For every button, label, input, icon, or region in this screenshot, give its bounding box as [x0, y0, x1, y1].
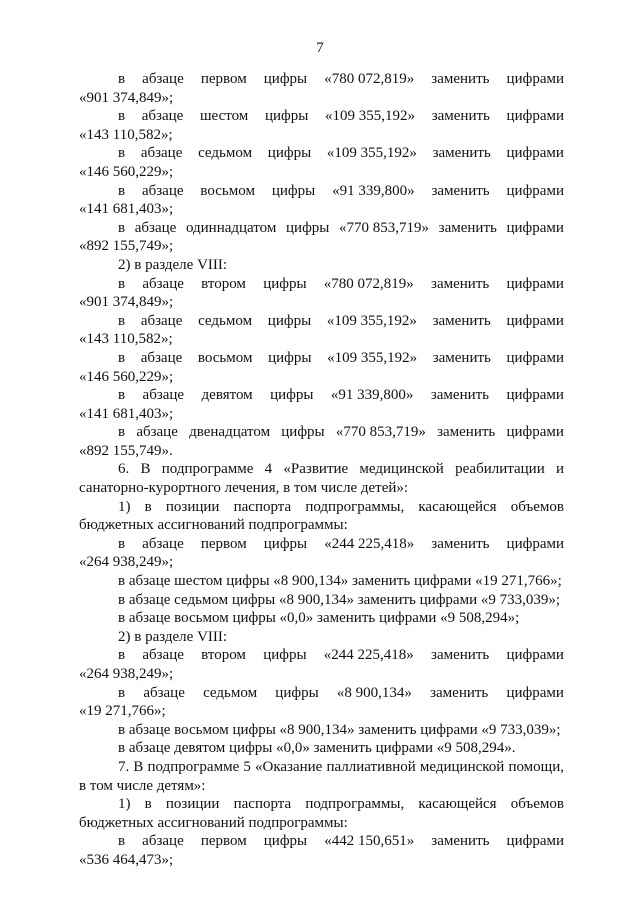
paragraph-continuation: «19 271,766»;	[79, 703, 166, 720]
page-number: 7	[316, 40, 324, 56]
amendment-line: в абзаце первом цифры «780 072,819» заменить цифрами	[118, 71, 564, 87]
text-line: 2) в разделе VIII:	[118, 628, 228, 645]
paragraph-continuation: «264 938,249»;	[79, 666, 174, 682]
paragraph: 1) в позиции паспорта подпрограммы, касающейся объемов бюджетных ассигнований подпрограммы:	[79, 796, 564, 831]
amendment-line: в абзаце седьмом цифры «109 355,192» заменить цифрами	[118, 312, 564, 329]
amendment-line: в абзаце втором цифры «244 225,418» заменить цифрами	[118, 647, 564, 664]
paragraph: 1) в позиции паспорта подпрограммы, касающейся объемов бюджетных ассигнований подпрограммы:	[79, 498, 564, 534]
amendment-line: в абзаце девятом цифры «91 339,800» заменить цифрами	[118, 387, 564, 404]
paragraph-continuation: «141 681,403»;	[79, 201, 174, 218]
amendment-line: в абзаце одиннадцатом цифры «770 853,719» заменить цифрами	[118, 219, 564, 236]
text-line: в абзаце восьмом цифры «0,0» заменить цифрами «9 508,294»;	[118, 610, 520, 627]
document-body	[79, 70, 564, 870]
paragraph: 6. В подпрограмме 4 «Развитие медицинской реабилитации и санаторно-курортного лечения, в том числе детей»:	[79, 461, 564, 497]
amendment-line: в абзаце шестом цифры «109 355,192» заменить цифрами	[118, 108, 564, 125]
amendment-line: в абзаце двенадцатом цифры «770 853,719» заменить цифрами	[118, 424, 564, 441]
amendment-line: в абзаце втором цифры «780 072,819» заменить цифрами	[118, 275, 564, 292]
amendment-line: в абзаце седьмом цифры «8 900,134» заменить цифрами	[118, 684, 564, 701]
paragraph-continuation: «141 681,403»;	[79, 405, 174, 422]
paragraph-continuation: «892 155,749».	[79, 442, 173, 459]
text-line: в абзаце девятом цифры «0,0» заменить цифрами «9 508,294».	[118, 740, 516, 757]
amendment-line: в абзаце первом цифры «442 150,651» заменить цифрами	[118, 833, 564, 850]
paragraph-continuation: «146 560,229»;	[79, 163, 174, 180]
text-line: 2) в разделе VIII:	[118, 256, 228, 273]
paragraph-continuation: «143 110,582»;	[79, 331, 173, 348]
text-line: в абзаце восьмом цифры «8 900,134» заменить цифрами «9 733,039»;	[118, 721, 561, 738]
amendment-line: в абзаце первом цифры «244 225,418» заменить цифрами	[118, 535, 564, 552]
amendment-line: в абзаце восьмом цифры «91 339,800» заменить цифрами	[118, 182, 564, 199]
paragraph-continuation: «892 155,749»;	[79, 238, 174, 255]
paragraph-continuation: «143 110,582»;	[79, 126, 173, 143]
paragraph-continuation: «901 374,849»;	[79, 294, 174, 311]
text-line: в абзаце седьмом цифры «8 900,134» заменить цифрами «9 733,039»;	[118, 591, 561, 608]
paragraph: 7. В подпрограмме 5 «Оказание паллиативной медицинской помощи, в том числе детям»:	[79, 758, 564, 794]
text-line: в абзаце шестом цифры «8 900,134» заменить цифрами «19 271,766»;	[118, 573, 562, 590]
paragraph-continuation: «536 464,473»;	[79, 851, 174, 868]
amendment-line: в абзаце седьмом цифры «109 355,192» заменить цифрами	[118, 145, 564, 162]
paragraph-continuation: «146 560,229»;	[79, 368, 174, 385]
amendment-line: в абзаце восьмом цифры «109 355,192» заменить цифрами	[118, 349, 564, 366]
paragraph-continuation: «264 938,249»;	[79, 554, 174, 571]
paragraph-continuation: «901 374,849»;	[79, 89, 174, 106]
